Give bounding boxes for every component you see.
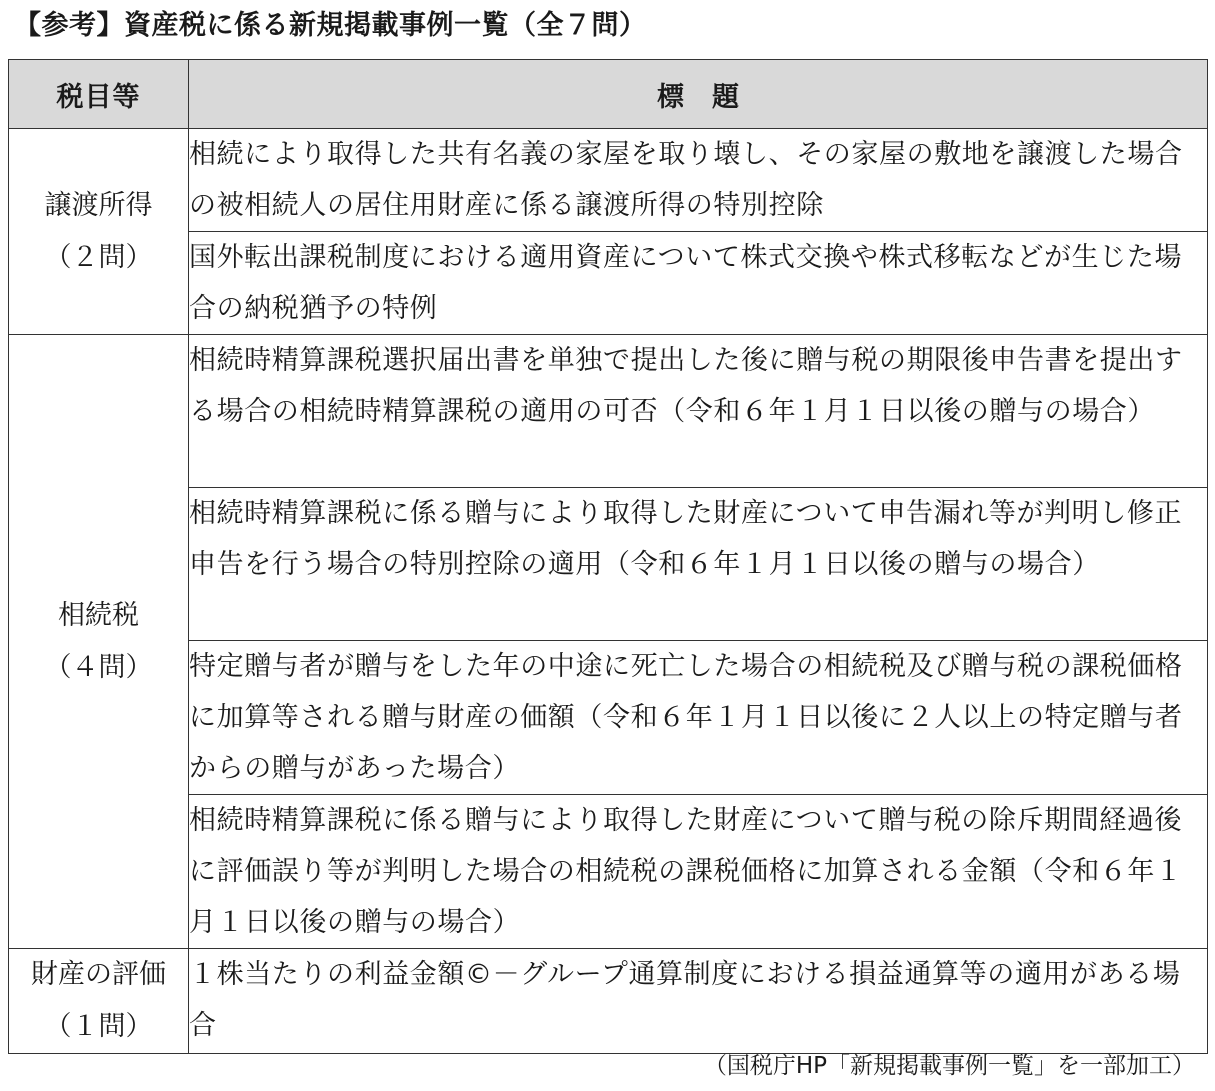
header-title: 標題 [189, 60, 1208, 129]
case-title: 特定贈与者が贈与をした年の中途に死亡した場合の相続税及び贈与税の課税価格に加算等される贈与財産の価額（令和６年１月１日以後に２人以上の特定贈与者からの贈与があった場合） [189, 641, 1208, 795]
category-count: （１問） [44, 1011, 153, 1042]
table-row [9, 641, 1208, 795]
case-title: 相続時精算課税選択届出書を単独で提出した後に贈与税の期限後申告書を提出する場合の相続時精算課税の適用の可否（令和６年１月１日以後の贈与の場合） [189, 335, 1208, 488]
category-name: 譲渡所得 [44, 189, 153, 221]
table-row [9, 795, 1208, 949]
case-title: 相続時精算課税に係る贈与により取得した財産について贈与税の除斥期間経過後に評価誤り等が判明した場合の相続税の課税価格に加算される金額（令和６年１月１日以後の贈与の場合） [189, 795, 1208, 949]
table-row [9, 949, 1208, 1054]
category-cell-property-valuation [9, 949, 189, 1054]
table-row [9, 129, 1208, 232]
source-note: （国税庁HP「新規掲載事例一覧」を一部加工） [703, 1053, 1195, 1079]
case-title: 相続時精算課税に係る贈与により取得した財産について申告漏れ等が判明し修正申告を行う場合の特別控除の適用（令和６年１月１日以後の贈与の場合） [189, 488, 1208, 641]
case-title: 相続により取得した共有名義の家屋を取り壊し、その家屋の敷地を譲渡した場合の被相続人の居住用財産に係る譲渡所得の特別控除 [189, 129, 1208, 232]
category-name: 相続税 [58, 599, 139, 631]
table-row [9, 488, 1208, 641]
table-row [9, 335, 1208, 488]
table-header-row [9, 60, 1208, 129]
case-title: １株当たりの利益金額©－グループ通算制度における損益通算等の適用がある場合 [189, 949, 1208, 1054]
category-cell-transfer-income [9, 129, 189, 335]
table-row [9, 232, 1208, 335]
header-category: 税目等 [9, 60, 189, 129]
page-title: 【参考】資産税に係る新規掲載事例一覧（全７問） [14, 10, 647, 41]
case-title: 国外転出課税制度における適用資産について株式交換や株式移転などが生じた場合の納税猶予の特例 [189, 232, 1208, 335]
category-cell-inheritance-tax [9, 335, 189, 949]
tax-case-table [8, 59, 1208, 1054]
category-count: （２問） [44, 241, 153, 273]
category-count: （４問） [44, 651, 153, 683]
category-name: 財産の評価 [31, 959, 166, 990]
